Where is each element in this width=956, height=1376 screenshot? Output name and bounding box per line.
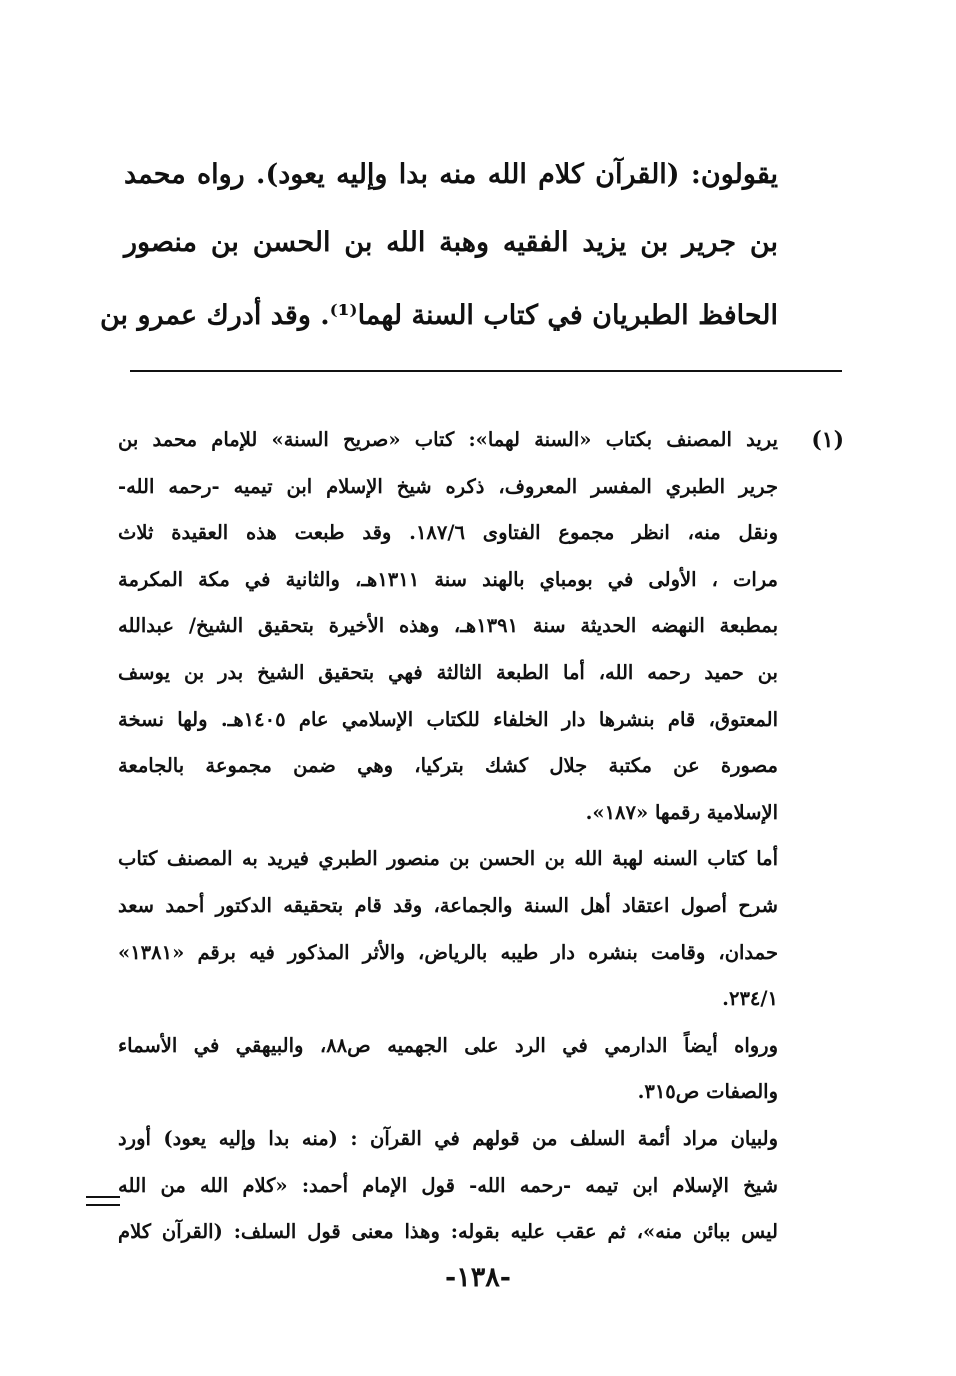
- continuation-mark: [86, 1196, 120, 1206]
- footnote-separator: [130, 370, 842, 372]
- main-text-line: الحافظ الطبريان في كتاب السنة لهما⁽¹⁾. وقد أدرك عمرو بن: [100, 300, 778, 331]
- footnote-line: ولبيان مراد أئمة السلف من قولهم في القرآن : (منه بدا وإليه يعود) أورد: [118, 1126, 778, 1150]
- footnote-line: بن حميد رحمه الله، أما الطبعة الثالثة فهي بتحقيق الشيخ بدر بن يوسف: [118, 660, 778, 684]
- footnote-line: ٢٣٤/١.: [722, 987, 778, 1011]
- footnote-line: مرات ، الأولى في بومباي بالهند سنة ١٣١١هـ، والثانية في مكة المكرمة: [118, 567, 778, 591]
- footnote-line: شرح أصول اعتقاد أهل السنة والجماعة، وقد قام بتحقيقه الدكتور أحمد سعد: [118, 893, 778, 917]
- footnote-line: أما كتاب السنه لهبة الله بن الحسن بن منصور الطبري فيريد به المصنف كتاب: [118, 847, 778, 871]
- main-text-line: يقولون: (القرآن كلام الله منه بدا وإليه يعود). رواه محمد: [124, 159, 778, 190]
- footnote-line: والصفات ص٣١٥.: [637, 1080, 778, 1104]
- footnote-marker: (١): [811, 427, 844, 453]
- footnote-line: شيخ الإسلام ابن تيمه -رحمه الله- قول الإمام أحمد: «كلام الله من الله: [118, 1173, 778, 1197]
- main-text-line: بن جرير بن يزيد الفقيه وهبة الله بن الحسن بن منصور: [124, 227, 778, 258]
- footnote-line: ليس ببائن منه»، ثم عقب عليه بقوله: وهذا معنى قول السلف: (القرآن كلام: [118, 1220, 778, 1244]
- main-text-block: [100, 150, 778, 359]
- footnote-line: المعتوق، قام بنشرها دار الخلفاء للكتاب الإسلامي عام ١٤٠٥هـ. ولها نسخة: [118, 707, 778, 731]
- footnote-line: حمدان، وقامت بنشره دار طيبه بالرياض، والأثر المذكور فيه برقم «١٣٨١»: [118, 940, 778, 964]
- footnote-text-block: [118, 420, 778, 1259]
- footnote-line: الإسلامية رقمها «١٨٧».: [585, 800, 778, 824]
- footnote-line: جرير الطبري المفسر المعروف، ذكره شيخ الإسلام ابن تيميه -رحمه الله-: [118, 474, 778, 498]
- footnote-line: ونقل منه، انظر مجموع الفتاوى ١٨٧/٦. وقد طبعت هذه العقيدة ثلاث: [118, 521, 778, 545]
- footnote-line: مصورة عن مكتبة جلال كشك بتركيا، وهي ضمن مجموعة بالجامعة: [118, 754, 778, 778]
- page-number: -١٣٨-: [445, 1262, 511, 1293]
- footnote-line: ورواه أيضاً الدارمي في الرد على الجهميه ص٨٨، والبيهقي في الأسماء: [118, 1033, 778, 1057]
- footnote-line: بمطبعة النهضه الحديثة سنة ١٣٩١هـ، وهذه الأخيرة بتحقيق الشيخ/ عبدالله: [118, 614, 778, 638]
- footnote-line: يريد المصنف بكتاب «السنة لهما»: كتاب «صريح السنة» للإمام محمد بن: [118, 428, 778, 451]
